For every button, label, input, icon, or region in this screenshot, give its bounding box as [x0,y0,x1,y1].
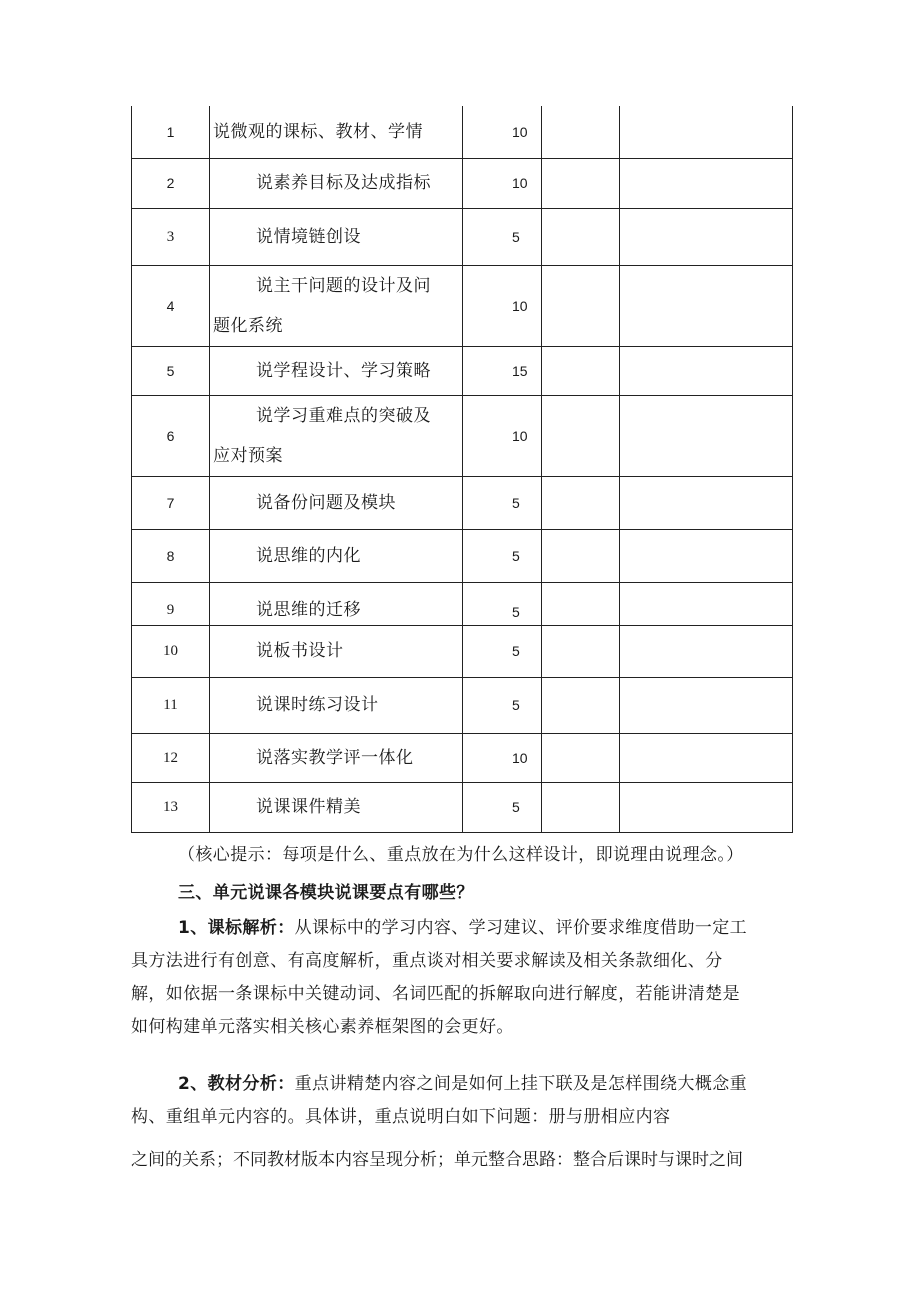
paragraph-label: 2、教材分析： [178,1074,295,1094]
row-score: 5 [463,529,542,582]
paragraph-line: 重点讲精楚内容之间是如何上挂下联及是怎样围绕大概念重 [294,1074,748,1094]
row-number: 4 [132,265,210,346]
row-item: 说思维的迁移 [210,582,463,625]
paragraph-line: 从课标中的学习内容、学习建议、评价要求维度借助一定工 [294,918,748,938]
empty-cell [542,625,620,677]
empty-cell [542,782,620,832]
row-item-line1: 说学习重难点的突破及 [256,405,431,426]
row-score: 10 [463,733,542,782]
row-item: 说微观的课标、教材、学情 [210,106,463,158]
row-score: 5 [463,782,542,832]
row-score: 15 [463,346,542,395]
row-score: 10 [463,395,542,476]
row-number: 3 [132,208,210,265]
row-score: 10 [463,265,542,346]
empty-cell [620,346,793,395]
paragraph-line: 之间的关系；不同教材版本内容呈现分析；单元整合思路：整合后课时与课时之间 [131,1150,743,1170]
empty-cell [542,733,620,782]
row-score: 10 [463,106,542,158]
row-item: 说备份问题及模块 [210,476,463,529]
empty-cell [620,476,793,529]
row-item: 说素养目标及达成指标 [210,158,463,208]
row-score: 5 [463,208,542,265]
row-score: 5 [463,625,542,677]
row-number: 12 [132,733,210,782]
table-row [132,158,793,208]
empty-cell [542,208,620,265]
row-number: 5 [132,346,210,395]
empty-cell [620,106,793,158]
row-score: 10 [463,158,542,208]
table-row [132,395,793,476]
empty-cell [542,158,620,208]
empty-cell [542,106,620,158]
row-item: 说落实教学评一体化 [210,733,463,782]
row-item: 说思维的内化 [210,529,463,582]
row-score: 5 [463,582,542,625]
table-row [132,733,793,782]
row-item: 说板书设计 [210,625,463,677]
empty-cell [542,677,620,733]
row-item: 说课课件精美 [210,782,463,832]
table-row [132,346,793,395]
row-number: 1 [132,106,210,158]
empty-cell [542,529,620,582]
row-item [210,265,463,346]
empty-cell [620,265,793,346]
table-row [132,582,793,625]
row-item: 说课时练习设计 [210,677,463,733]
row-score: 5 [463,677,542,733]
empty-cell [542,265,620,346]
table-row [132,625,793,677]
empty-cell [620,782,793,832]
row-number: 6 [132,395,210,476]
row-item: 说学程设计、学习策略 [210,346,463,395]
paragraph-label: 1、课标解析： [178,918,295,938]
paragraph-curriculum-analysis [131,912,795,1044]
row-item-line2: 题化系统 [213,315,283,336]
row-number: 13 [132,782,210,832]
row-item: 说情境链创设 [210,208,463,265]
table-row [132,677,793,733]
row-item-line2: 应对预案 [213,445,283,466]
table-row [132,476,793,529]
row-number: 8 [132,529,210,582]
score-table [131,106,793,833]
empty-cell [620,395,793,476]
table-row [132,265,793,346]
paragraph-line: 具方法进行有创意、有高度解析，重点谈对相关要求解读及相关条款细化、分 [131,951,723,971]
row-score: 5 [463,476,542,529]
paragraph-line: 解，如依据一条课标中关键动词、名词匹配的拆解取向进行解度，若能讲清楚是 [131,984,740,1004]
empty-cell [620,208,793,265]
table-row [132,106,793,158]
row-number: 7 [132,476,210,529]
empty-cell [542,395,620,476]
paragraph-textbook-analysis [131,1068,795,1177]
empty-cell [620,582,793,625]
row-number: 2 [132,158,210,208]
empty-cell [620,625,793,677]
empty-cell [620,677,793,733]
empty-cell [620,733,793,782]
section-heading: 三、单元说课各模块说课要点有哪些？ [178,883,474,903]
paragraph-line: 构、重组单元内容的。具体讲，重点说明白如下问题：册与册相应内容 [131,1107,671,1127]
row-item-line1: 说主干问题的设计及问 [256,275,431,296]
table-row [132,208,793,265]
row-number: 11 [132,677,210,733]
empty-cell [620,529,793,582]
table-row [132,782,793,832]
core-tip-note: （核心提示：每项是什么、重点放在为什么这样设计，即说理由说理念。） [178,845,744,865]
row-item [210,395,463,476]
paragraph-line: 如何构建单元落实相关核心素养框架图的会更好。 [131,1017,514,1037]
table-row [132,529,793,582]
empty-cell [542,346,620,395]
empty-cell [620,158,793,208]
empty-cell [542,582,620,625]
empty-cell [542,476,620,529]
row-number: 9 [132,582,210,625]
row-number: 10 [132,625,210,677]
